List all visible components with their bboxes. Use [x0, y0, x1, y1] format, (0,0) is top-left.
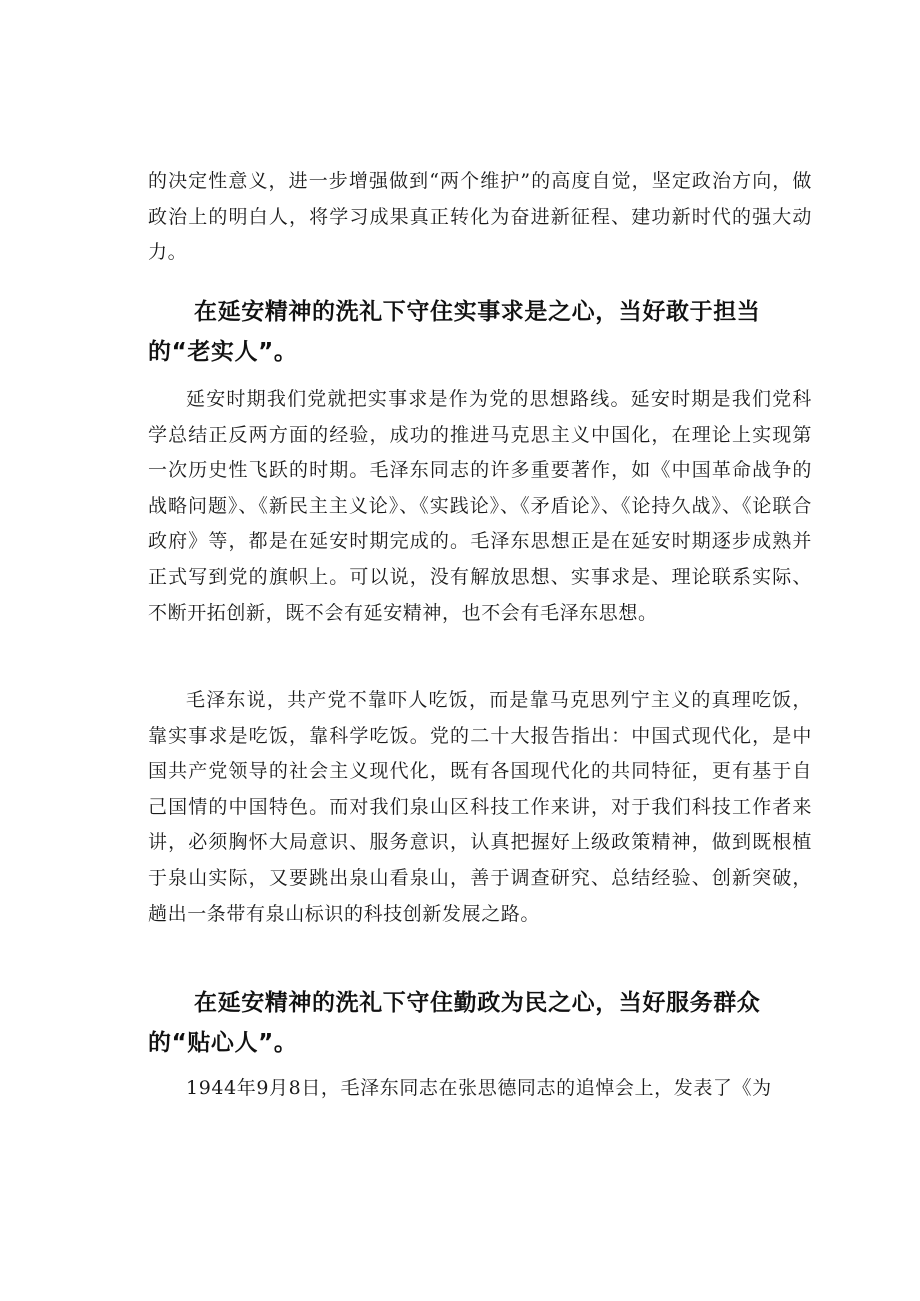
body-paragraph-ideological-line: 延安时期我们党就把实事求是作为党的思想路线。延安时期是我们党科学总结正反两方面的经验，成功的推进马克思主义中国化，在理论上实现第一次历史性飞跃的时期。毛泽东同志的许多重要著作，如《中国革命战争的战略问题》、《新民主主义论》、《实践论》、《矛盾论》、《论持久战》、《论联合政府》等，都是在延安时期完成的。毛泽东思想正是在延安时期逐步成熟并正式写到党的旗帜上。可以说，没有解放思想、实事求是、理论联系实际、不断开拓创新，既不会有延安精神，也不会有毛泽东思想。: [148, 388, 812, 624]
section-heading-seek-truth: 在延安精神的洗礼下守住实事求是之心，当好敢于担当的“老实人”。: [148, 299, 761, 365]
body-paragraph-continuation: 的决定性意义，进一步增强做到“两个维护”的高度自觉，坚定政治方向，做政治上的明白人，将学习成果真正转化为奋进新征程、建功新时代的强大动力。: [148, 170, 812, 264]
body-paragraph-zhang-side: 1944年9月8日，毛泽东同志在张思德同志的追悼会上，发表了《为: [186, 1077, 772, 1099]
section-heading-serve-people: 在延安精神的洗礼下守住勤政为民之心，当好服务群众的“贴心人”。: [148, 990, 761, 1056]
body-paragraph-mao-quote: 毛泽东说，共产党不靠吓人吃饭，而是靠马克思列宁主义的真理吃饭，靠实事求是吃饭，靠科学吃饭。党的二十大报告指出：中国式现代化，是中国共产党领导的社会主义现代化，既有各国现代化的共同特征，更有基于自己国情的中国特色。而对我们泉山区科技工作来讲，对于我们科技工作者来讲，必须胸怀大局意识、服务意识，认真把握好上级政策精神，做到既根植于泉山实际，又要跳出泉山看泉山，善于调查研究、总结经验、创新突破，趟出一条带有泉山标识的科技创新发展之路。: [148, 689, 812, 925]
